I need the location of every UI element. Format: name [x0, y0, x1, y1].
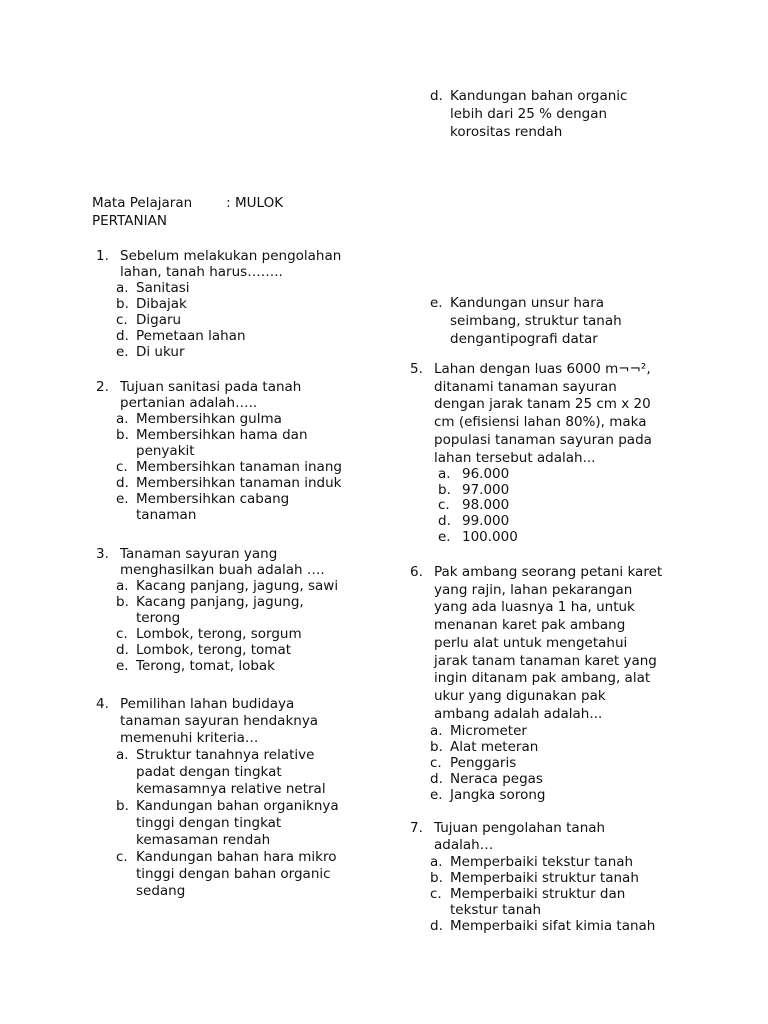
- option-c: c. 98.000: [438, 497, 510, 514]
- option-a: a. Struktur tanahnya relative padat dengan tingkat kemasamnya relative netral: [116, 747, 326, 797]
- option-d: d. Pemetaan lahan: [116, 328, 246, 344]
- question-number: 5.: [410, 361, 423, 377]
- question-number: 3.: [96, 546, 109, 562]
- option-b: b. Kacang panjang, jagung, terong: [116, 594, 304, 626]
- question-text: lahan, tanah harus……..: [120, 264, 283, 280]
- question-6: 6. Pak ambang seorang petani karet yang rajin, lahan pekarangan yang ada luasnya 1 ha, untuk menanan karet pak ambang perlu alat untuk mengetahui jarak tanam tanaman karet yang ingin ditanam pak ambang, alat ukur yang digunakan pak ambang adalah adalah... a. Micrometer b. Alat meteran c. Penggaris d. Neraca pegas e. Jangka sorong: [410, 564, 720, 803]
- option-b: b. Membersihkan hama dan penyakit: [116, 427, 308, 459]
- q4-option-d: [430, 87, 690, 141]
- option-d: d. Neraca pegas: [430, 771, 543, 788]
- option-a: a. Memperbaiki tekstur tanah: [430, 854, 634, 870]
- question-number: 7.: [410, 820, 423, 836]
- subject-header: [92, 194, 392, 230]
- option-a: a. Sanitasi: [116, 280, 190, 296]
- question-number: 2.: [96, 379, 109, 395]
- option-letter: e.: [430, 295, 443, 311]
- option-a: a. 96.000: [438, 466, 510, 483]
- subject-value-cont: PERTANIAN: [92, 213, 167, 229]
- option-c: c. Membersihkan tanaman inang: [116, 459, 342, 475]
- option-text: Kandungan bahan organic: [450, 88, 628, 104]
- question-5: 5. Lahan dengan luas 6000 m¬¬², ditanami tanaman sayuran dengan jarak tanam 25 cm x 20 cm (efisiensi lahan 80%), maka populasi tanaman sayuran pada lahan tersebut adalah... a. 96.000 b. 97.000 c. 98.000 d. 99.000 e. 100.000: [410, 361, 720, 545]
- option-b: b. Dibajak: [116, 296, 187, 312]
- option-d: d. Memperbaiki sifat kimia tanah: [430, 918, 656, 934]
- question-3: 3. Tanaman sayuran yang menghasilkan buah adalah …. a. Kacang panjang, jagung, sawi b. Kacang panjang, jagung, terong c. Lombok, terong, sorgum d. Lombok, terong, tomat e. Terong, tomat, lobak: [92, 546, 392, 674]
- question-2: 2. Tujuan sanitasi pada tanah pertanian adalah….. a. Membersihkan gulma b. Membersihkan hama dan penyakit c. Membersihkan tanaman inang d. Membersihkan tanaman induk e. Membersihkan cabang tanaman: [92, 379, 392, 523]
- option-d: d. Membersihkan tanaman induk: [116, 475, 342, 491]
- question-4: 4. Pemilihan lahan budidaya tanaman sayuran hendaknya memenuhi kriteria… a. Struktur tanahnya relative padat dengan tingkat kemasamnya relative netral b. Kandungan bahan organiknya tinggi dengan tingkat kemasaman rendah c. Kandungan bahan hara mikro tinggi dengan bahan organic sedang: [92, 696, 392, 900]
- option-e: e. Di ukur: [116, 344, 185, 360]
- option-b: b. 97.000: [438, 481, 510, 498]
- option-c: c. Memperbaiki struktur dan tekstur tanah: [430, 886, 626, 918]
- option-e: e. Terong, tomat, lobak: [116, 658, 276, 674]
- option-a: a. Micrometer: [430, 723, 527, 740]
- option-c: c. Digaru: [116, 312, 182, 328]
- option-a: a. Membersihkan gulma: [116, 411, 282, 427]
- subject-value: : MULOK: [226, 195, 284, 211]
- option-a: a. Kacang panjang, jagung, sawi: [116, 578, 339, 594]
- question-number: 4.: [96, 696, 109, 712]
- option-text: lebih dari 25 % dengan: [450, 106, 608, 122]
- option-c: c. Lombok, terong, sorgum: [116, 626, 302, 642]
- option-d: d. 99.000: [438, 513, 510, 529]
- question-text: Sebelum melakukan pengolahan: [120, 248, 342, 264]
- option-text: korositas rendah: [450, 124, 563, 140]
- question-7: 7. Tujuan pengolahan tanah adalah… a. Memperbaiki tekstur tanah b. Memperbaiki struktur tanah c. Memperbaiki struktur dan tekstur tanah d. Memperbaiki sifat kimia tanah: [410, 820, 720, 934]
- option-letter: d.: [430, 88, 443, 104]
- q4-option-e: e. Kandungan unsur hara seimbang, struktur tanah dengantipografi datar: [430, 295, 622, 347]
- option-c: c. Penggaris: [430, 755, 517, 772]
- subject-label: Mata Pelajaran: [92, 195, 193, 211]
- option-b: b. Memperbaiki struktur tanah: [430, 870, 639, 886]
- option-c: c. Kandungan bahan hara mikro tinggi dengan bahan organic sedang: [116, 849, 337, 899]
- question-number: 1.: [96, 248, 109, 264]
- question-number: 6.: [410, 564, 423, 580]
- option-b: b. Kandungan bahan organiknya tinggi dengan tingkat kemasaman rendah: [116, 798, 339, 848]
- option-e: e. Membersihkan cabang tanaman: [116, 491, 290, 523]
- option-e: e. 100.000: [438, 528, 518, 545]
- option-b: b. Alat meteran: [430, 739, 539, 756]
- option-d: d. Lombok, terong, tomat: [116, 642, 292, 658]
- option-e: e. Jangka sorong: [430, 787, 546, 804]
- question-1: [92, 248, 392, 360]
